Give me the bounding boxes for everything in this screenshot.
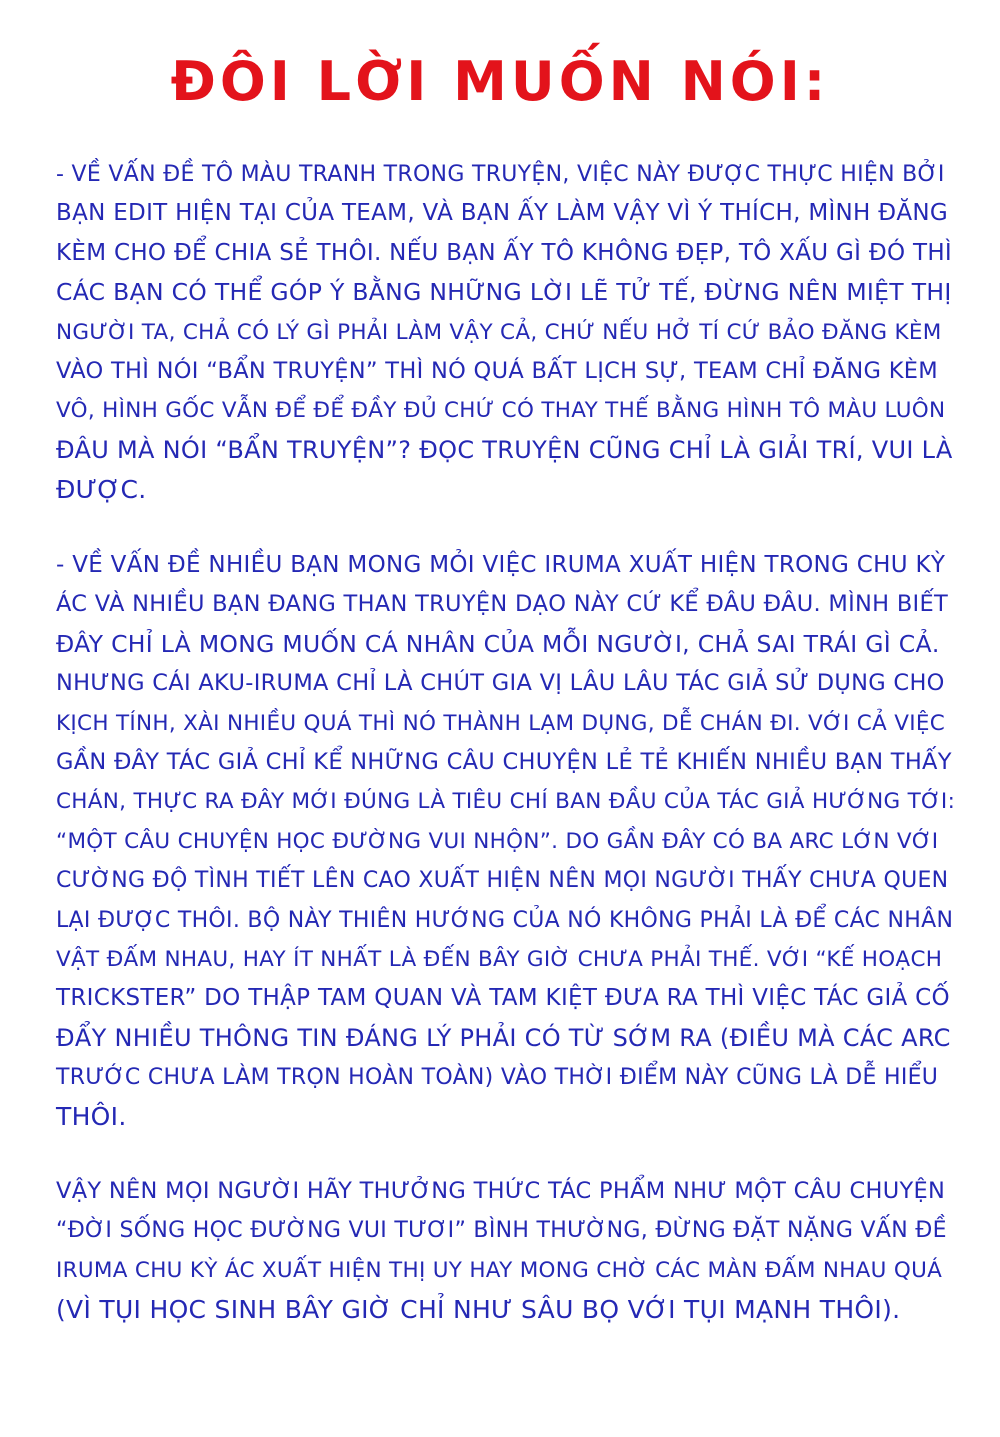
text-line: TRICKSTER” DO THẬP TAM QUAN VÀ TAM KIỆT ĐƯA RA THÌ VIỆC TÁC GIẢ CỐ [56,985,950,1012]
text-line: - VỀ VẤN ĐỀ NHIỀU BẠN MONG MỎI VIỆC IRUMA XUẤT HIỆN TRONG CHU KỲ [56,552,946,578]
text-line: CƯỜNG ĐỘ TÌNH TIẾT LÊN CAO XUẤT HIỆN NÊN MỌI NGƯỜI THẤY CHƯA QUEN [56,868,949,894]
text-line: CÁC BẠN CÓ THỂ GÓP Ý BẰNG NHỮNG LỜI LẼ TỬ TẾ, ĐỪNG NÊN MIỆT THỊ [56,278,952,307]
text-line: GẦN ĐÂY TÁC GIẢ CHỈ KỂ NHỮNG CÂU CHUYỆN LẺ TẺ KHIẾN NHIỀU BẠN THẤY [56,748,952,775]
text-line: ĐƯỢC. [56,475,147,505]
text-line: VÀO THÌ NÓI “BẨN TRUYỆN” THÌ NÓ QUÁ BẤT LỊCH SỰ, TEAM CHỈ ĐĂNG KÈM [56,357,939,384]
paragraph-iruma [56,546,956,1137]
text-line: ĐÂU MÀ NÓI “BẨN TRUYỆN”? ĐỌC TRUYỆN CŨNG CHỈ LÀ GIẢI TRÍ, VUI LÀ [56,435,953,464]
text-line: IRUMA CHU KỲ ÁC XUẤT HIỆN THỊ UY HAY MONG CHỜ CÁC MÀN ĐẤM NHAU QUÁ [56,1257,943,1283]
text-line: “MỘT CÂU CHUYỆN HỌC ĐƯỜNG VUI NHỘN”. DO GẦN ĐÂY CÓ BA ARC LỚN VỚI [56,828,939,854]
text-line: NGƯỜI TA, CHẢ CÓ LÝ GÌ PHẢI LÀM VẬY CẢ, CHỨ NẾU HỞ TÍ CỨ BẢO ĐĂNG KÈM [56,319,942,345]
text-line: KÈM CHO ĐỂ CHIA SẺ THÔI. NẾU BẠN ẤY TÔ KHÔNG ĐẸP, TÔ XẤU GÌ ĐÓ THÌ [56,239,953,266]
text-line: THÔI. [56,1102,127,1132]
paragraph-conclusion [56,1172,956,1330]
text-line: TRƯỚC CHƯA LÀM TRỌN HOÀN TOÀN) VÀO THỜI ĐIỂM NÀY CŨNG LÀ DỄ HIỂU [56,1065,939,1091]
text-line: ĐÂY CHỈ LÀ MONG MUỐN CÁ NHÂN CỦA MỖI NGƯỜI, CHẢ SAI TRÁI GÌ CẢ. [56,629,940,658]
text-line: “ĐỜI SỐNG HỌC ĐƯỜNG VUI TƯƠI” BÌNH THƯỜNG, ĐỪNG ĐẶT NẶNG VẤN ĐỀ [56,1218,947,1244]
text-line: BẠN EDIT HIỆN TẠI CỦA TEAM, VÀ BẠN ẤY LÀM VẬY VÌ Ý THÍCH, MÌNH ĐĂNG [56,200,949,227]
text-line: ÁC VÀ NHIỀU BẠN ĐANG THAN TRUYỆN DẠO NÀY CỨ KỂ ĐÂU ĐÂU. MÌNH BIẾT [56,591,949,618]
text-line: VÔ, HÌNH GỐC VẪN ĐỂ ĐỂ ĐẦY ĐỦ CHỨ CÓ THAY THẾ BẰNG HÌNH TÔ MÀU LUÔN [56,398,946,424]
text-line: VẬT ĐẤM NHAU, HAY ÍT NHẤT LÀ ĐẾN BÂY GIỜ CHƯA PHẢI THẾ. VỚI “KẾ HOẠCH [56,946,943,972]
paragraph-coloring [56,155,956,510]
text-line: - VỀ VẤN ĐỀ TÔ MÀU TRANH TRONG TRUYỆN, VIỆC NÀY ĐƯỢC THỰC HIỆN BỞI [56,162,945,187]
text-line: KỊCH TÍNH, XÀI NHIỀU QUÁ THÌ NÓ THÀNH LẠM DỤNG, DỄ CHÁN ĐI. VỚI CẢ VIỆC [56,710,946,736]
text-line: NHƯNG CÁI AKU-IRUMA CHỈ LÀ CHÚT GIA VỊ LÂU LÂU TÁC GIẢ SỬ DỤNG CHO [56,670,945,697]
text-line: VẬY NÊN MỌI NGƯỜI HÃY THƯỞNG THỨC TÁC PHẨM NHƯ MỘT CÂU CHUYỆN [56,1178,946,1204]
text-line: (VÌ TỤI HỌC SINH BÂY GIỜ CHỈ NHƯ SÂU BỌ VỚI TỤI MẠNH THÔI). [56,1295,901,1325]
text-line: ĐẨY NHIỀU THÔNG TIN ĐÁNG LÝ PHẢI CÓ TỪ SỚM RA (ĐIỀU MÀ CÁC ARC [56,1023,951,1052]
text-line: CHÁN, THỰC RA ĐÂY MỚI ĐÚNG LÀ TIÊU CHÍ BAN ĐẦU CỦA TÁC GIẢ HƯỚNG TỚI: [56,789,956,815]
text-line: LẠI ĐƯỢC THÔI. BỘ NÀY THIÊN HƯỚNG CỦA NÓ KHÔNG PHẢI LÀ ĐỂ CÁC NHÂN [56,907,954,933]
page-title: ĐÔI LỜI MUỐN NÓI: [170,50,830,113]
